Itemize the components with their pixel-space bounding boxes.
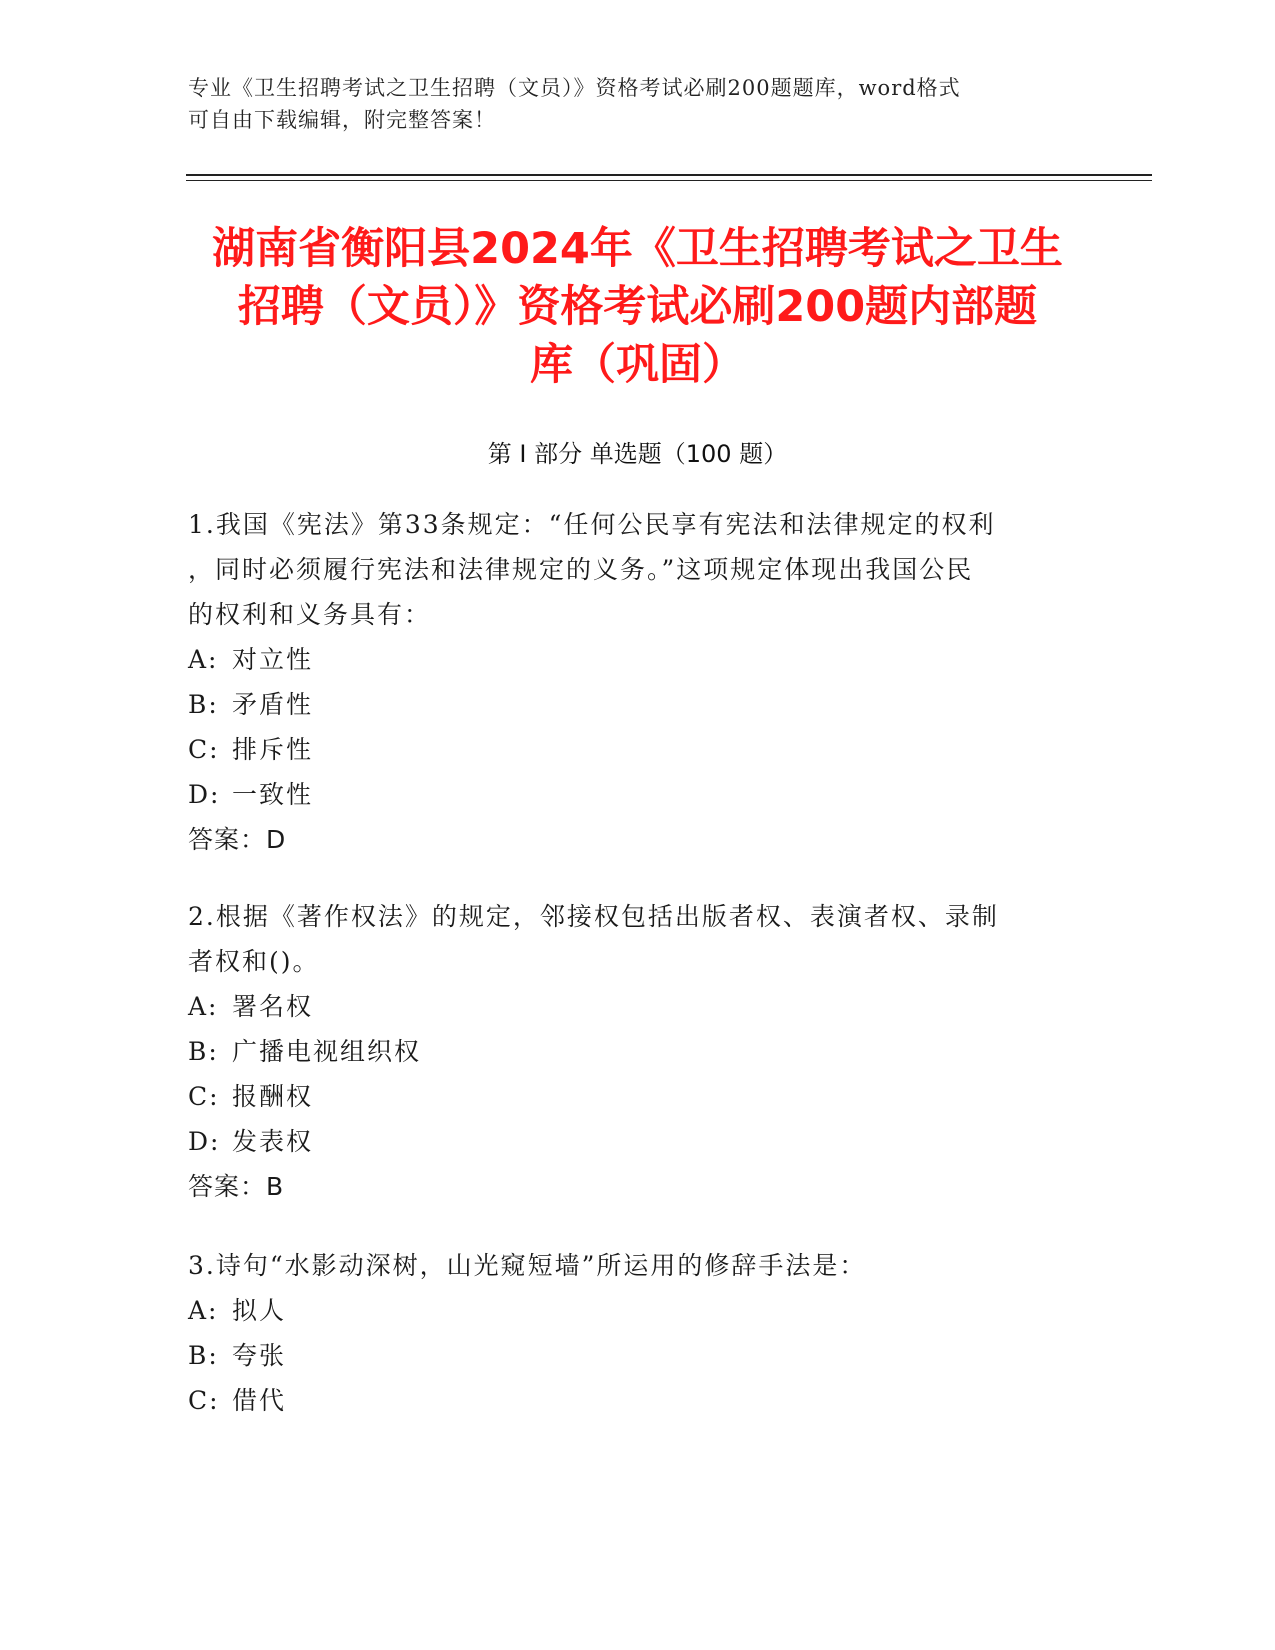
- title-line: 招聘（文员）》资格考试必刷200题内部题: [237, 282, 1038, 332]
- header-note: [188, 72, 1068, 136]
- option-a: [188, 984, 1088, 1029]
- option-b: [188, 1029, 1088, 1074]
- section-heading: 第 I 部分 单选题（100 题）: [487, 440, 788, 468]
- option-a: [188, 1288, 1088, 1333]
- header-note-line: 可自由下载编辑，附完整答案！: [188, 108, 496, 132]
- option-key: B:: [188, 1037, 219, 1066]
- option-text: 借代: [232, 1386, 287, 1415]
- question-stem: [188, 502, 1088, 637]
- question-1: [188, 502, 1088, 862]
- title-line: 库（巩固）: [530, 340, 745, 390]
- option-d: [188, 772, 1088, 817]
- option-text: 报酬权: [232, 1082, 314, 1111]
- option-text: 对立性: [232, 645, 314, 674]
- answer-label: 答案：D: [188, 825, 287, 854]
- option-a: [188, 637, 1088, 682]
- question-3: [188, 1243, 1088, 1423]
- stem-line: 者权和()。: [188, 947, 320, 976]
- question-stem: [188, 1243, 1088, 1288]
- header-note-line: 专业《卫生招聘考试之卫生招聘（文员）》资格考试必刷200题题库，word格式: [188, 76, 961, 100]
- option-text: 拟人: [232, 1296, 287, 1325]
- option-c: [188, 1074, 1088, 1119]
- stem-line: 3.诗句“水影动深树，山光窥短墙”所运用的修辞手法是：: [188, 1251, 867, 1280]
- option-key: B:: [188, 1341, 219, 1370]
- option-key: A:: [188, 992, 219, 1021]
- stem-line: 2.根据《著作权法》的规定，邻接权包括出版者权、表演者权、录制: [188, 902, 999, 931]
- option-c: [188, 727, 1088, 772]
- option-text: 署名权: [232, 992, 314, 1021]
- option-text: 排斥性: [232, 735, 314, 764]
- stem-line: ，同时必须履行宪法和法律规定的义务。”这项规定体现出我国公民: [188, 555, 974, 584]
- option-text: 夸张: [232, 1341, 287, 1370]
- option-d: [188, 1119, 1088, 1164]
- option-key: C:: [188, 735, 220, 764]
- option-key: D:: [188, 780, 221, 809]
- stem-line: 1.我国《宪法》第33条规定：“任何公民享有宪法和法律规定的权利: [188, 510, 996, 539]
- answer-label: 答案：B: [188, 1172, 285, 1201]
- option-text: 广播电视组织权: [232, 1037, 422, 1066]
- option-b: [188, 1333, 1088, 1378]
- option-text: 矛盾性: [232, 690, 314, 719]
- title-line: 湖南省衡阳县2024年《卫生招聘考试之卫生: [212, 224, 1063, 274]
- option-text: 一致性: [232, 780, 314, 809]
- option-key: A:: [188, 645, 219, 674]
- document-title: [150, 220, 1125, 394]
- question-stem: [188, 894, 1088, 984]
- option-key: C:: [188, 1082, 220, 1111]
- stem-line: 的权利和义务具有：: [188, 600, 432, 629]
- option-c: [188, 1378, 1088, 1423]
- option-key: D:: [188, 1127, 221, 1156]
- option-b: [188, 682, 1088, 727]
- header-divider-thin: [186, 180, 1152, 181]
- option-key: A:: [188, 1296, 219, 1325]
- option-key: C:: [188, 1386, 220, 1415]
- option-key: B:: [188, 690, 219, 719]
- option-text: 发表权: [232, 1127, 314, 1156]
- header-divider: [186, 174, 1152, 176]
- question-2: [188, 894, 1088, 1209]
